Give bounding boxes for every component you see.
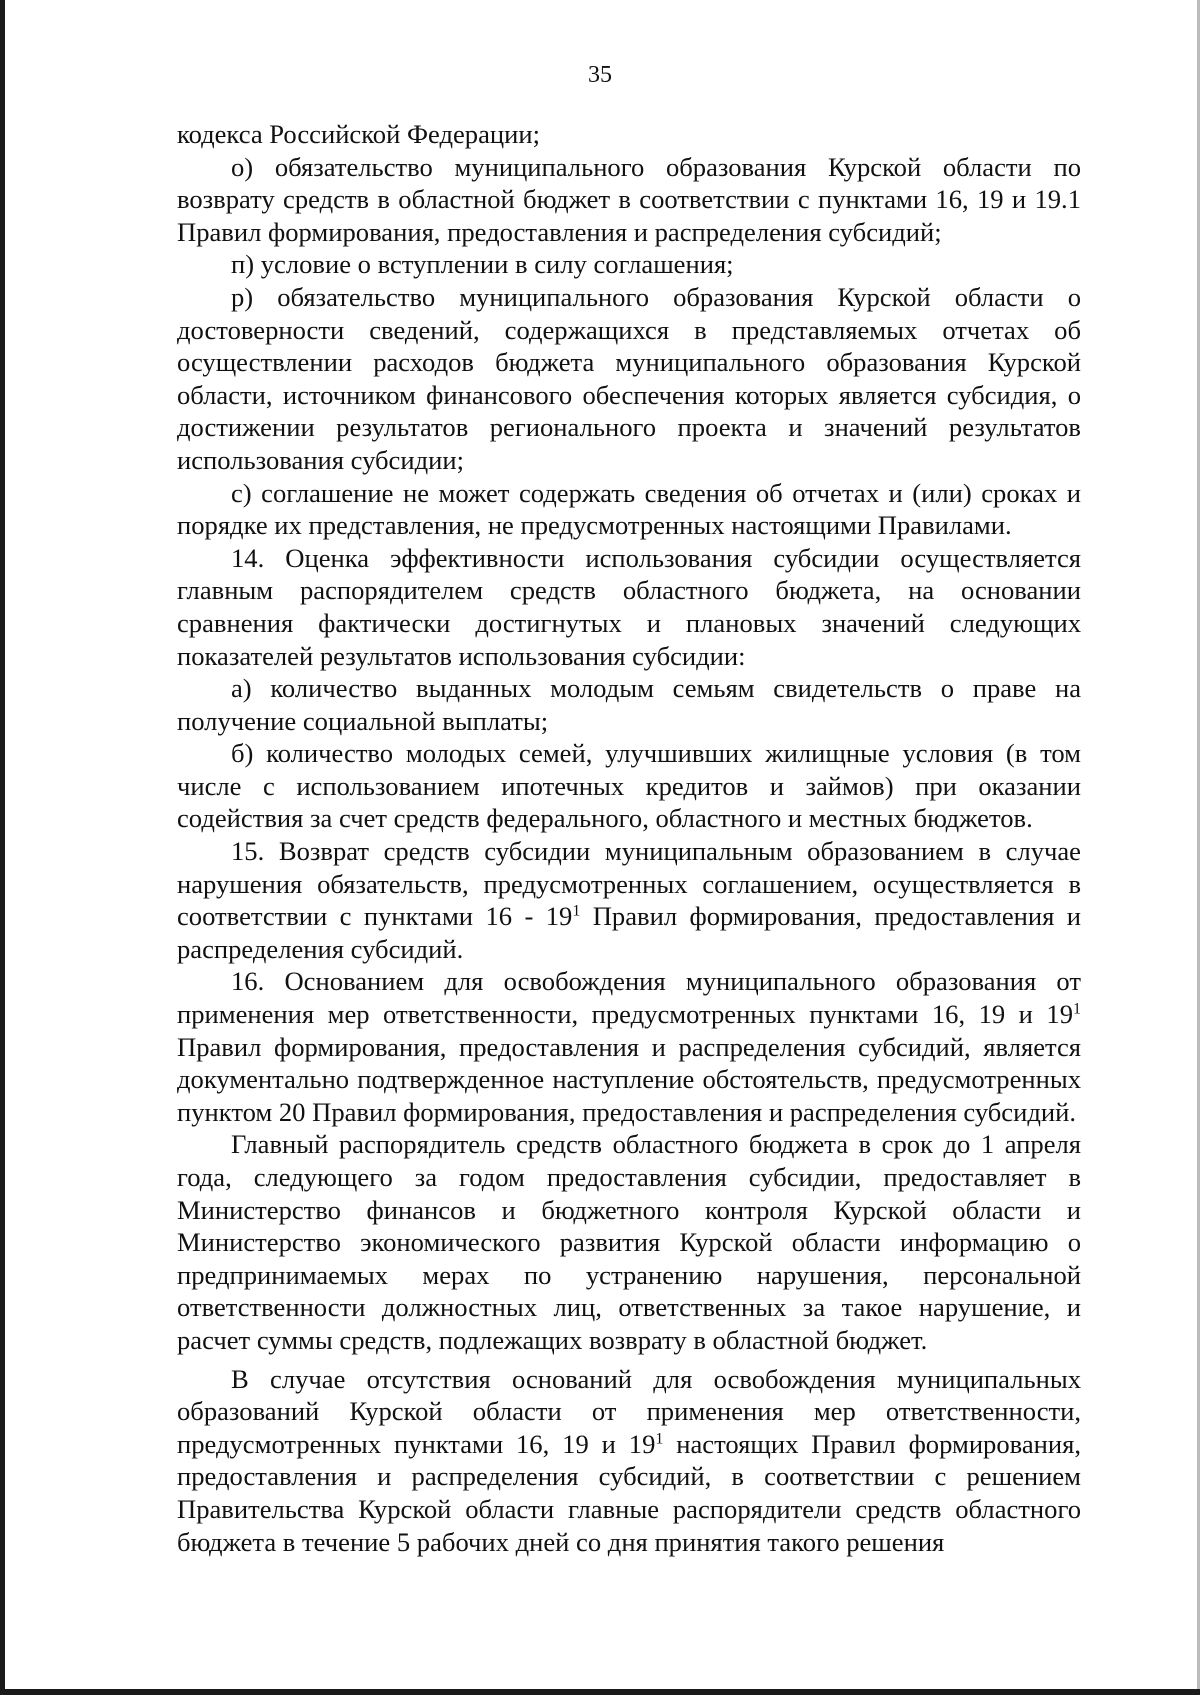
paragraph-clause-16 bbox=[177, 965, 1081, 1128]
document-body bbox=[177, 118, 1081, 1558]
superscript: 1 bbox=[572, 902, 581, 920]
clause-15-text-end: Правил формирования, предоставления и распределения субсидий. bbox=[177, 901, 1081, 964]
clause-16-text-start: 16. Основанием для освобождения муниципального образования от применения мер ответственности, предусмотренных пунктами 16, 19 и 19 bbox=[177, 966, 1081, 1030]
paragraph-continuation: кодекса Российской Федерации; bbox=[177, 119, 540, 149]
clause-15-text-start: 15. Возврат средств субсидии муниципальным образованием в случае нарушения обязательств, предусмотренных соглашением, осуществляется в соответствии с пунктами 16 - 19 bbox=[177, 836, 1081, 932]
paragraph-item-o: о) обязательство муниципального образования Курской области по возврату средств в областной бюджет в соответствии с пунктами 16, 19 и 19.1 Правил формирования, предоставления и распределения субсидий; bbox=[177, 151, 1081, 247]
absence-text-end: настоящих Правил формирования, предоставления и распределения субсидий, в соответствии с решением Правительства Курской области главные распорядители средств областного бюджета в течение 5 рабочих дней со дня принятия такого решения bbox=[177, 1428, 1081, 1557]
paragraph-clause-15 bbox=[177, 835, 1081, 965]
paragraph-item-r: р) обязательство муниципального образования Курской области о достоверности сведений, содержащихся в представляемых отчетах об осуществлении расходов бюджета муниципального образования Курской области, источником финансового обеспечения которых является субсидия, о достижении результатов регионального проекта и значений результатов использования субсидии; bbox=[177, 281, 1081, 475]
scan-edge-bottom bbox=[0, 1689, 1200, 1695]
page-number: 35 bbox=[588, 62, 612, 88]
paragraph-item-b: б) количество молодых семей, улучшивших жилищные условия (в том числе с использованием ипотечных кредитов и займов) при оказании содействия за счет средств федерального, областного и местных бюджетов. bbox=[177, 738, 1081, 834]
paragraph-item-p: п) условие о вступлении в силу соглашения; bbox=[231, 249, 734, 280]
scan-edge-left bbox=[0, 0, 5, 1695]
paragraph-item-a: а) количество выданных молодым семьям свидетельств о праве на получение социальной выплаты; bbox=[177, 673, 1081, 736]
superscript: 1 bbox=[655, 1430, 664, 1448]
clause-16-text-end: Правил формирования, предоставления и распределения субсидий, является документально подтвержденное наступление обстоятельств, предусмотренных пунктом 20 Правил формирования, предоставления и распределения субсидий. bbox=[177, 1031, 1081, 1127]
paragraph-absence-of-grounds bbox=[177, 1363, 1081, 1559]
superscript: 1 bbox=[1073, 1000, 1081, 1018]
paragraph-clause-14: 14. Оценка эффективности использования субсидии осуществляется главным распорядителем средств областного бюджета, на основании сравнения фактически достигнутых и плановых значений следующих показателей результатов использования субсидии: bbox=[177, 542, 1081, 671]
paragraph-item-s: с) соглашение не может содержать сведения об отчетах и (или) сроках и порядке их представления, не предусмотренных настоящими Правилами. bbox=[177, 477, 1081, 541]
paragraph-report-deadline: Главный распорядитель средств областного бюджета в срок до 1 апреля года, следующего за годом предоставления субсидии, предоставляет в Министерство финансов и бюджетного контроля Курской области и Министерство экономического развития Курской области информацию о предпринимаемых мерах по устранению нарушения, персональной ответственности должностных лиц, ответственных за такое нарушение, и расчет суммы средств, подлежащих возврату в областной бюджет. bbox=[177, 1129, 1081, 1355]
absence-text-start: В случае отсутствия оснований для освобождения муниципальных образований Курской области от применения мер ответственности, предусмотренных пунктами 16, 19 и 19 bbox=[177, 1363, 1081, 1459]
